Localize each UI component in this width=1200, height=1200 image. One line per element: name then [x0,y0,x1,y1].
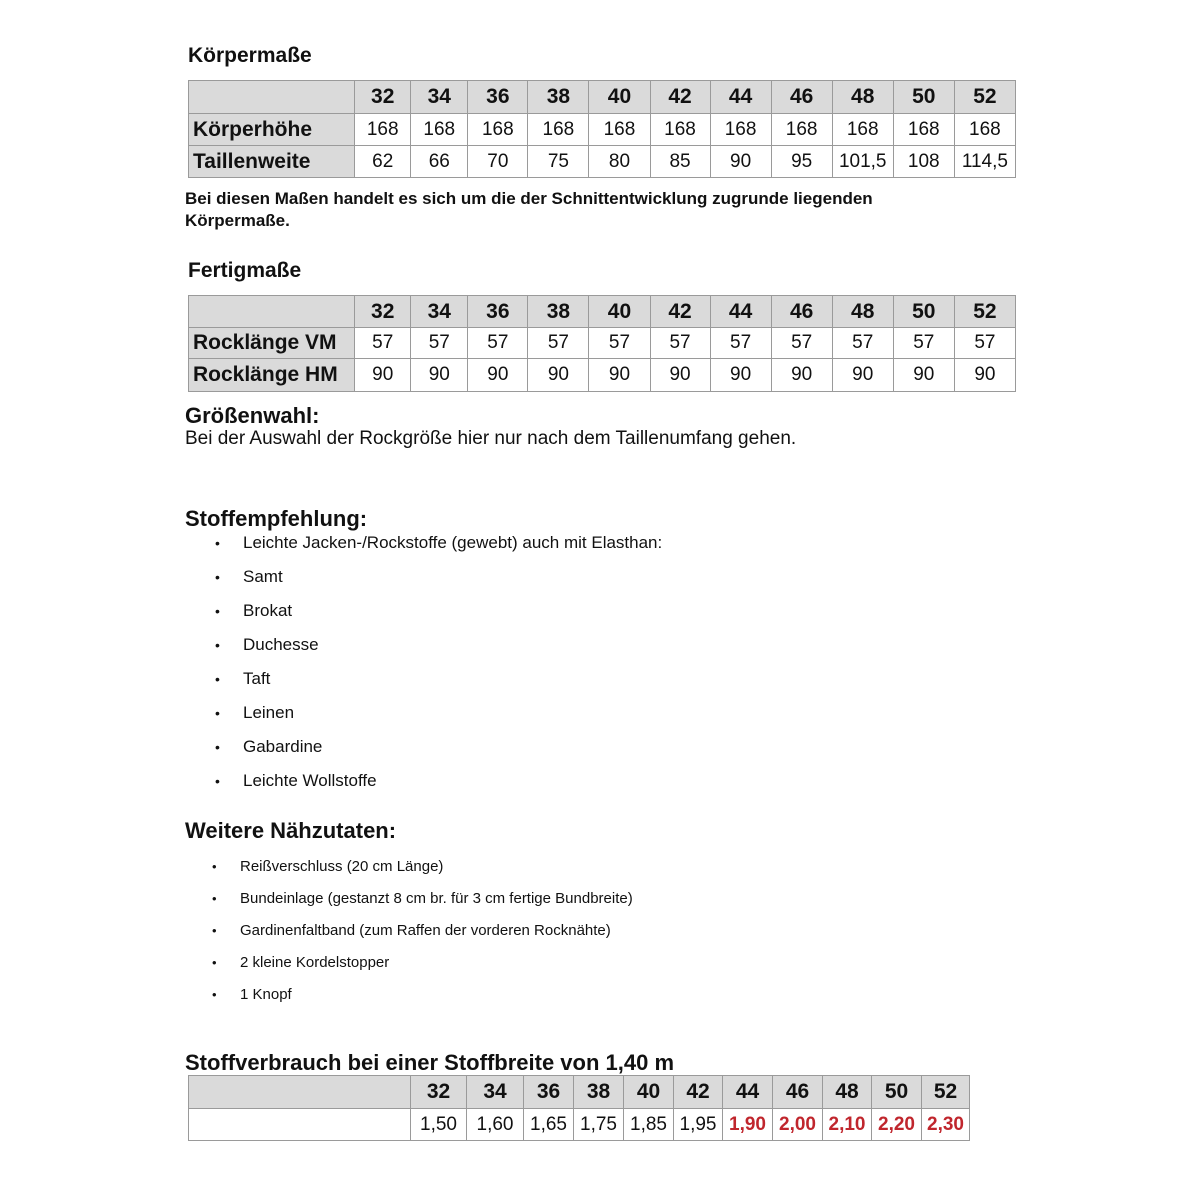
size-cell: 44 [710,81,771,114]
table-row [189,359,1016,392]
size-cell: 34 [411,81,468,114]
bullet-icon: • [212,987,217,1002]
list-item [215,635,662,669]
list-item [215,737,662,771]
value-cell: 90 [355,359,411,392]
header-corner [189,1076,411,1109]
size-cell: 42 [650,81,710,114]
value-cell: 90 [832,359,893,392]
body-measures-title: Körpermaße [188,44,312,67]
list-item [215,567,662,601]
value-cell: 108 [893,146,954,178]
size-cell: 32 [355,81,411,114]
value-cell: 1,65 [524,1109,574,1141]
value-cell: 90 [710,359,771,392]
size-cell: 50 [872,1076,922,1109]
list-item [212,857,633,889]
notions-list [212,857,633,1017]
list-item [215,533,663,567]
value-cell: 90 [771,359,832,392]
bullet-icon: • [215,773,220,789]
size-cell: 48 [832,81,893,114]
size-cell: 40 [624,1076,674,1109]
bullet-icon: • [212,891,217,906]
bullet-icon: • [215,535,220,551]
size-cell: 42 [674,1076,723,1109]
bullet-icon: • [215,671,220,687]
size-cell: 42 [650,296,710,328]
list-item-text: Gardinenfaltband (zum Raffen der vorderen Rocknähte) [240,922,611,939]
list-item-text: Samt [243,567,283,586]
value-cell: 57 [832,328,893,359]
table-row [189,114,1016,146]
list-item-text: Reißverschluss (20 cm Länge) [240,858,444,875]
value-cell: 1,75 [574,1109,624,1141]
value-cell: 1,95 [674,1109,723,1141]
row-label: Taillenweite [189,146,355,178]
value-cell: 57 [954,328,1015,359]
value-cell: 80 [589,146,650,178]
consumption-title: Stoffverbrauch bei einer Stoffbreite von 1,40 m [185,1050,675,1075]
row-label: Körperhöhe [189,114,355,146]
list-item [215,669,662,703]
value-cell: 168 [954,114,1015,146]
note-line: Bei diesen Maßen handelt es sich um die der Schnittentwicklung zugrunde liegenden [185,189,873,208]
fabric-list [215,533,663,805]
list-item [215,703,662,737]
list-item-text: Brokat [243,601,293,620]
size-cell: 46 [771,296,832,328]
value-cell: 114,5 [954,146,1015,178]
size-cell: 34 [467,1076,524,1109]
value-cell: 168 [411,114,468,146]
value-cell: 90 [589,359,650,392]
value-cell: 57 [650,328,710,359]
list-item-text: Taft [243,669,271,688]
size-cell: 32 [355,296,411,328]
value-cell: 57 [355,328,411,359]
notions-title: Weitere Nähzutaten: [185,818,397,843]
value-cell: 66 [411,146,468,178]
list-item-text: 1 Knopf [240,986,292,1003]
value-cell: 1,90 [723,1109,773,1141]
size-cell: 38 [528,296,589,328]
value-cell: 168 [528,114,589,146]
size-cell: 52 [922,1076,970,1109]
value-cell: 90 [893,359,954,392]
size-cell: 48 [832,296,893,328]
value-cell: 57 [893,328,954,359]
size-cell: 46 [773,1076,823,1109]
value-cell: 90 [710,146,771,178]
value-cell: 168 [468,114,528,146]
value-cell: 90 [528,359,589,392]
value-cell: 1,85 [624,1109,674,1141]
value-cell: 70 [468,146,528,178]
row-label-empty [189,1109,411,1141]
bullet-icon: • [215,705,220,721]
value-cell: 95 [771,146,832,178]
value-cell: 168 [710,114,771,146]
value-cell: 62 [355,146,411,178]
value-cell: 168 [650,114,710,146]
value-cell: 1,60 [467,1109,524,1141]
value-cell: 101,5 [832,146,893,178]
bullet-icon: • [215,603,220,619]
row-label: Rocklänge HM [189,359,355,392]
list-item-text: 2 kleine Kordelstopper [240,954,390,971]
bullet-icon: • [215,637,220,653]
list-item [212,953,633,985]
header-corner [189,296,355,328]
value-cell: 90 [468,359,528,392]
value-cell: 2,00 [773,1109,823,1141]
size-header-row [189,81,1016,114]
list-item-text: Leichte Jacken-/Rockstoffe (gewebt) auch mit Elasthan: [243,533,663,552]
table-row [189,1109,970,1141]
size-cell: 44 [710,296,771,328]
value-cell: 75 [528,146,589,178]
list-item-text: Gabardine [243,737,323,756]
size-cell: 36 [468,81,528,114]
value-cell: 168 [771,114,832,146]
bullet-icon: • [215,569,220,585]
list-item [212,889,633,921]
value-cell: 1,50 [411,1109,467,1141]
value-cell: 2,30 [922,1109,970,1141]
value-cell: 57 [710,328,771,359]
value-cell: 2,10 [823,1109,872,1141]
size-header-row [189,296,1016,328]
size-cell: 36 [468,296,528,328]
size-cell: 52 [954,296,1015,328]
table-row [189,146,1016,178]
value-cell: 2,20 [872,1109,922,1141]
list-item-text: Leichte Wollstoffe [243,771,377,790]
bullet-icon: • [212,859,217,874]
size-cell: 52 [954,81,1015,114]
value-cell: 168 [589,114,650,146]
size-cell: 34 [411,296,468,328]
header-corner [189,81,355,114]
list-item-text: Leinen [243,703,295,722]
size-cell: 50 [893,81,954,114]
value-cell: 90 [411,359,468,392]
list-item [215,771,662,805]
list-item [212,985,633,1017]
value-cell: 57 [589,328,650,359]
list-item-text: Duchesse [243,635,319,654]
size-cell: 38 [528,81,589,114]
value-cell: 90 [650,359,710,392]
value-cell: 57 [411,328,468,359]
value-cell: 168 [355,114,411,146]
value-cell: 57 [771,328,832,359]
size-cell: 36 [524,1076,574,1109]
size-header-row [189,1076,970,1109]
body-measures-note [185,188,1085,232]
bullet-icon: • [212,955,217,970]
list-item [212,921,633,953]
size-cell: 40 [589,81,650,114]
bullet-icon: • [215,739,220,755]
value-cell: 90 [954,359,1015,392]
size-cell: 50 [893,296,954,328]
list-item [215,601,662,635]
size-choice-title: Größenwahl: [185,403,320,428]
value-cell: 57 [528,328,589,359]
fabric-title: Stoffempfehlung: [185,506,368,531]
note-line: Körpermaße. [185,211,290,230]
row-label: Rocklänge VM [189,328,355,359]
size-cell: 46 [771,81,832,114]
consumption-table [188,1075,970,1141]
table-row [189,328,1016,359]
value-cell: 85 [650,146,710,178]
size-cell: 38 [574,1076,624,1109]
size-cell: 48 [823,1076,872,1109]
size-cell: 32 [411,1076,467,1109]
finished-measures-title: Fertigmaße [188,259,302,282]
size-cell: 44 [723,1076,773,1109]
value-cell: 168 [893,114,954,146]
finished-measures-table [188,295,1016,392]
bullet-icon: • [212,923,217,938]
value-cell: 57 [468,328,528,359]
body-measures-table [188,80,1016,178]
value-cell: 168 [832,114,893,146]
size-cell: 40 [589,296,650,328]
size-choice-text: Bei der Auswahl der Rockgröße hier nur nach dem Taillenumfang gehen. [185,428,797,449]
list-item-text: Bundeinlage (gestanzt 8 cm br. für 3 cm fertige Bundbreite) [240,890,633,907]
